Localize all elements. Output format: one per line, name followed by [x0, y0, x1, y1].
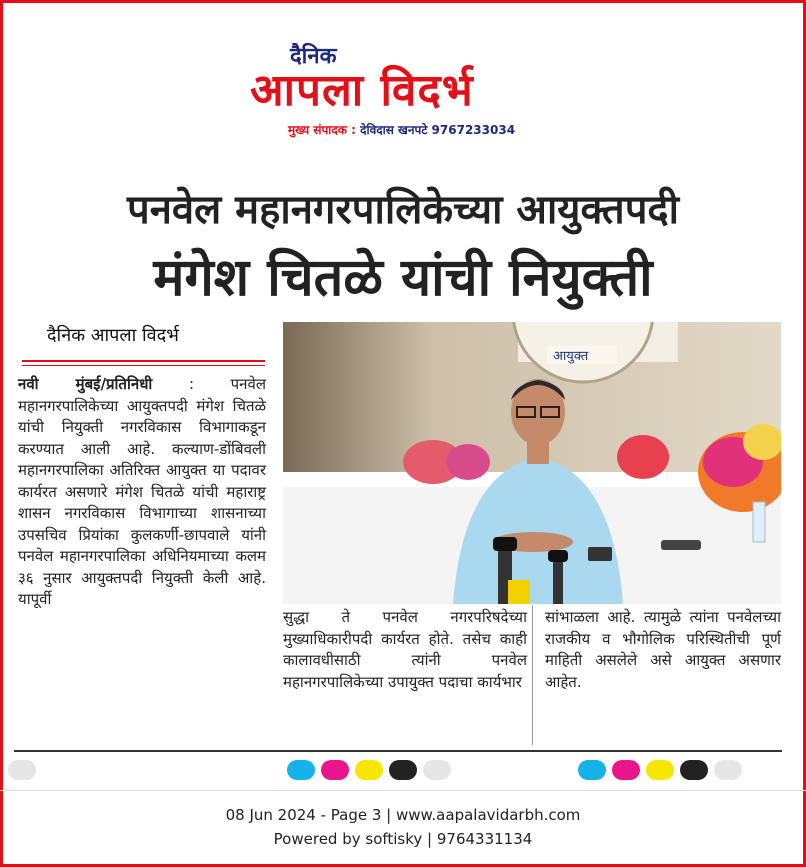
editor-value: देविदास खनपटे 9767233034 [355, 123, 516, 137]
article-column-1 [18, 374, 266, 611]
footer-divider [0, 790, 806, 791]
editor-line [288, 121, 515, 138]
dateline: नवी मुंबई/प्रतिनिधी [18, 375, 153, 393]
registration-dot-black [680, 760, 708, 780]
registration-dot [8, 760, 36, 780]
registration-dot-gray [714, 760, 742, 780]
article-column-2: सुद्धा ते पनवेल नगरपरिषदेच्या मुख्याधिकारीपदी कार्यरत होते. तसेच काही कालावधीसाठी त्यांनी पनवेल महानगरपालिकेच्या उपायुक्त पदाचा कार्यभार [283, 608, 527, 691]
registration-marks-right [578, 760, 742, 780]
article-text-1: : पनवेल महानगरपालिकेच्या आयुक्तपदी मंगेश चितळे यांची नियुक्ती नगरविकास विभागाकडून करण्यात आली आहे. कल्याण-डोंबिवली महानगरपालिका अतिरिक्त आयुक्त या पदावर कार्यरत असणारे मंगेश चितळे यांची महाराष्ट्र शासन नगरविकास विभागाच्या शासनाच्या उपसचिव प्रियांका कुलकर्णी-छापवाले यांनी पनवेल महानगरपालिका अधिनियमाच्या कलम ३६ नुसार आयुक्तपदी नियुक्ती केली आहे. यापूर्वी [18, 375, 266, 608]
photo-illustration [283, 322, 781, 604]
registration-marks-center [287, 760, 451, 780]
editor-key: मुख्य संपादक : [288, 123, 356, 137]
paper-name: दैनिक आपला विदर्भ [47, 325, 179, 346]
masthead-daily: दैनिक [290, 44, 337, 69]
news-photo [283, 322, 781, 604]
registration-dot-magenta [321, 760, 349, 780]
footer-date-site: 08 Jun 2024 - Page 3 | www.aapalavidarbh.com [225, 806, 581, 824]
registration-dot-yellow [646, 760, 674, 780]
footer-powered-by: Powered by softisky | 9764331134 [273, 830, 533, 848]
nameplate-text: आयुक्त [553, 349, 589, 364]
registration-dot-magenta [612, 760, 640, 780]
registration-dot-black [389, 760, 417, 780]
registration-dot-yellow [355, 760, 383, 780]
article-column-3: सांभाळला आहे. त्यामुळे त्यांना पनवेलच्या राजकीय व भौगोलिक परिस्थितीची पूर्ण माहिती असलेले असे आयुक्त असणार आहेत. [545, 608, 781, 691]
masthead-title: आपला विदर्भ [250, 65, 474, 116]
registration-dot-gray [423, 760, 451, 780]
red-rule-thin [22, 365, 265, 366]
red-rule [22, 360, 265, 362]
registration-marks-left [8, 760, 36, 780]
registration-dot-cyan [578, 760, 606, 780]
registration-dot-cyan [287, 760, 315, 780]
headline-line-2: मंगेश चितळे यांची नियुक्ती [153, 248, 653, 308]
headline-line-1: पनवेल महानगरपालिकेच्या आयुक्तपदी [126, 187, 680, 233]
bottom-rule [14, 750, 782, 752]
column-divider [532, 605, 533, 745]
